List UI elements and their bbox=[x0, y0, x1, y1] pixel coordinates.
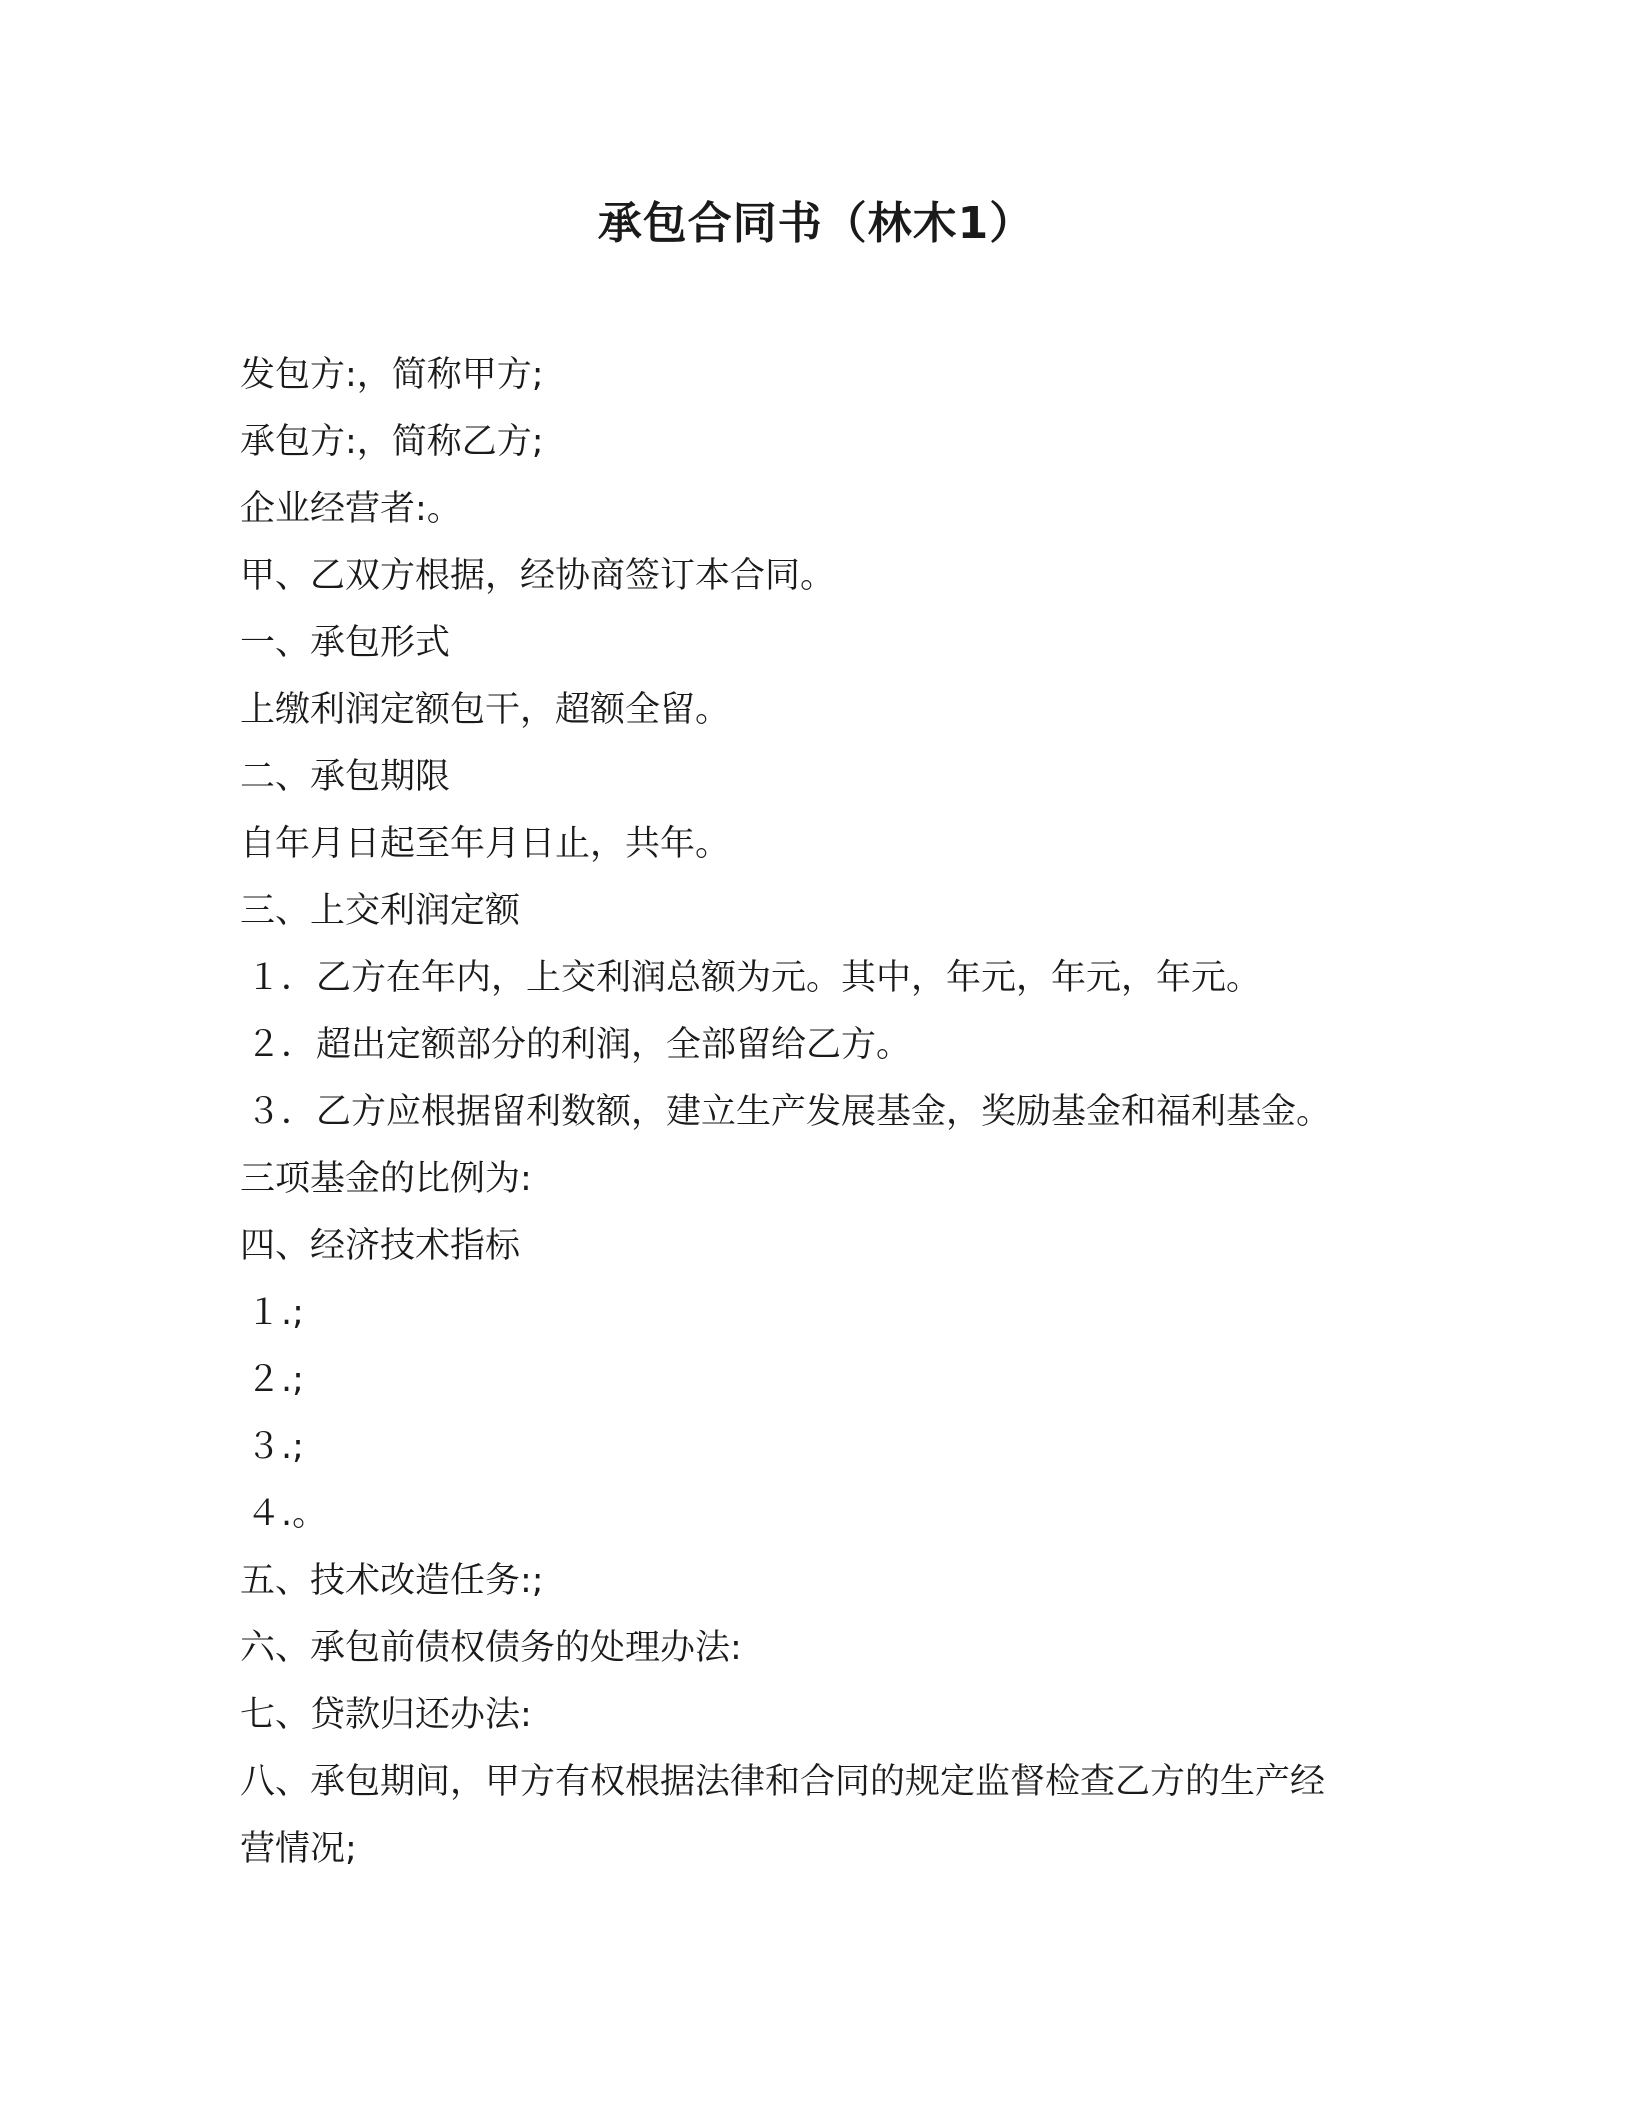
list-item-indicator-2: ２.; bbox=[246, 1360, 304, 1400]
section-heading-1: 一、承包形式 bbox=[240, 623, 451, 663]
section-heading-3: 三、上交利润定额 bbox=[240, 891, 521, 931]
paragraph-term: 自年月日起至年月日止，共年。 bbox=[240, 824, 731, 864]
section-heading-7: 七、贷款归还办法: bbox=[240, 1695, 532, 1735]
section-heading-6: 六、承包前债权债务的处理办法: bbox=[240, 1628, 742, 1668]
document-body bbox=[240, 342, 1400, 1883]
list-item-indicator-4: ４.。 bbox=[246, 1494, 328, 1534]
paragraph-fund-ratio: 三项基金的比例为: bbox=[240, 1159, 532, 1199]
document-title: 承包合同书（林木1） bbox=[597, 198, 1035, 249]
section-8-continuation: 营情况; bbox=[240, 1829, 357, 1869]
section-heading-2: 二、承包期限 bbox=[240, 757, 451, 797]
paragraph-party-a: 发包方:，简称甲方; bbox=[240, 355, 544, 395]
section-heading-8: 八、承包期间，甲方有权根据法律和合同的规定监督检查乙方的生产经 bbox=[240, 1762, 1326, 1802]
paragraph-operator: 企业经营者:。 bbox=[240, 489, 462, 529]
list-item-profit-2: ２．超出定额部分的利润，全部留给乙方。 bbox=[246, 1025, 912, 1065]
list-item-profit-3: ３．乙方应根据留利数额，建立生产发展基金，奖励基金和福利基金。 bbox=[246, 1092, 1332, 1132]
list-item-indicator-3: ３.; bbox=[246, 1427, 304, 1467]
paragraph-party-b: 承包方:，简称乙方; bbox=[240, 422, 544, 462]
paragraph-preamble: 甲、乙双方根据，经协商签订本合同。 bbox=[240, 556, 836, 596]
list-item-indicator-1: １.; bbox=[246, 1293, 304, 1333]
list-item-profit-1: １．乙方在年内，上交利润总额为元。其中，年元，年元，年元。 bbox=[246, 958, 1262, 998]
section-heading-4: 四、经济技术指标 bbox=[240, 1226, 521, 1266]
section-heading-5: 五、技术改造任务:; bbox=[240, 1561, 544, 1601]
paragraph-contract-form: 上缴利润定额包干，超额全留。 bbox=[240, 690, 731, 730]
